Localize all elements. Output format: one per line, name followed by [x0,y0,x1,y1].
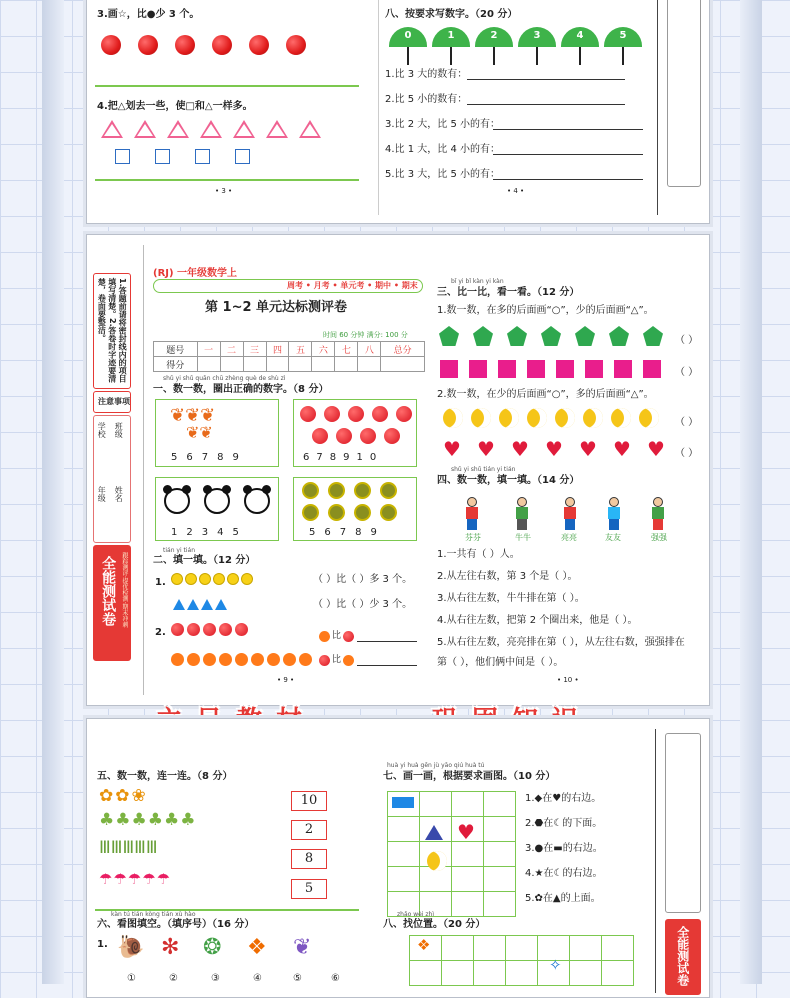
fill-item[interactable]: 3.从右往左数，牛牛排在第（ ）。 [437,593,585,604]
apple-icon [203,623,216,636]
blue-triangle-icon [173,599,185,610]
rabbit-icon: ❦ [293,935,312,960]
pentagon-icon [541,326,561,346]
circled-number: ③ [211,973,220,984]
orange-icon [187,653,200,666]
triangle-icon [200,120,222,138]
fox-icon: ❖ [417,936,431,954]
panda-icon [204,488,230,514]
answer-line[interactable] [493,154,643,155]
heart-icon: ♥ [579,437,597,461]
orange-icon [171,653,184,666]
triangle-icon [167,120,189,138]
pentagon-icon [439,326,459,346]
answer-item: 1.比 3 大的数有： [385,69,468,80]
answer-paren[interactable]: （ ） [675,367,699,378]
panda-icon [244,488,270,514]
apple-icon [384,428,400,444]
number-choices[interactable]: 678910 [303,452,384,463]
heart-icon: ♥ [443,437,461,461]
moon-icon [499,408,519,428]
pentagon-icon [575,326,595,346]
apple-icon [249,35,269,55]
umbrella-handle [450,47,452,65]
orange-icon [283,653,296,666]
draw-instruction: 4.★在☾的右边。 [525,868,603,879]
heart-icon: ♥ [613,437,631,461]
kid-name: 牛牛 [515,533,531,542]
pink-square-icon [527,360,545,378]
lemon-icon [302,504,319,521]
apple-icon [300,406,316,422]
moon-icon [639,408,659,428]
yellow-dot-icon [241,573,253,585]
heart-icon: ♥ [647,437,665,461]
spine [378,0,379,215]
question-6: 六、看图填空。（填序号）（16 分） [97,919,255,930]
compare-blank[interactable]: （ ）比（ ）多 3 个。 [313,574,413,585]
peapod-row: ⅢⅢⅢⅢⅢ [99,838,158,858]
pink-square-icon [498,360,516,378]
square-icon [235,149,250,164]
number-choices[interactable]: 56789 [171,452,248,463]
pentagon-icon [507,326,527,346]
umbrella-icon: 1 [432,27,470,47]
draw-instruction: 3.●在▬的右边。 [525,843,603,854]
umbrella-icon: 3 [518,27,556,47]
page-number: • 3 • [215,187,233,195]
fill-item[interactable]: 4.从右往左数，把第 2 个圈出来，他是（ ）。 [437,615,638,626]
side-tab-blank [665,733,701,913]
blue-triangle-icon [187,599,199,610]
position-grid[interactable] [409,935,634,986]
draw-instruction: 2.⬣在☾的下面。 [525,818,603,829]
yellow-dot-icon [185,573,197,585]
worksheet-pages-3-4 [86,0,710,224]
fill-item[interactable]: 1.一共有（ ）人。 [437,549,520,560]
lemon-icon [328,482,345,499]
answer-line[interactable] [357,665,417,666]
question-7: 七、画一画，根据要求画图。（10 分） [383,771,556,782]
apple-icon [212,35,232,55]
number-choices[interactable]: 12345 [171,527,248,538]
orange-icon [299,653,312,666]
snail-icon: 🐌 [117,935,145,960]
orange-icon [219,653,232,666]
answer-line[interactable] [493,129,643,130]
answer-item: 4.比 1 大，比 4 小的有： [385,144,500,155]
question-1: 一、数一数，圈出正确的数字。（8 分） [153,384,329,395]
apple-icon [219,623,232,636]
pinyin: zhǎo wèi zhì [397,911,434,918]
divider [95,179,359,181]
pink-square-icon [614,360,632,378]
pinyin: kàn tú tián kòng tián xù hào [111,911,196,918]
leaf-row: ♣♣♣♣♣♣ [99,810,197,830]
blue-triangle-icon [201,599,213,610]
circled-number: ④ [253,973,262,984]
kid-figure [649,497,667,531]
pentagon-icon [643,326,663,346]
flower-row: ✿✿❀ [99,786,148,806]
item-number: 1. [155,577,166,588]
orange-icon [343,655,354,666]
pink-square-icon [643,360,661,378]
orange-icon [319,631,330,642]
pinyin: bǐ yi bǐ kàn yi kàn [451,278,504,285]
apple-icon [324,406,340,422]
question-8: 八、按要求写数字。（20 分） [385,9,518,20]
kid-name: 友友 [605,533,621,542]
instruction: 2.数一数，在少的后面画“○”，多的后面画“△”。 [437,389,654,400]
apple-icon [360,428,376,444]
pink-square-icon [440,360,458,378]
binding-line [657,0,658,215]
draw-instruction: 5.✿在▲的上面。 [525,893,601,904]
moon-icon [471,408,491,428]
compare-word: 比 [332,655,342,665]
fill-item[interactable]: 2.从左往右数，第 3 个是（ ）。 [437,571,578,582]
yellow-dot-icon [199,573,211,585]
kid-figure [513,497,531,531]
question-5: 五、数一数，连一连。（8 分） [97,771,233,782]
orange-icon [267,653,280,666]
heart-icon: ♥ [511,437,529,461]
lemon-icon [380,504,397,521]
moon-icon [555,408,575,428]
answer-line[interactable] [493,179,643,180]
umbrella-icon: 5 [604,27,642,47]
heart-icon: ♥ [477,437,495,461]
triangle-icon [266,120,288,138]
time-score: 时间 60 分钟 满分: 100 分 [323,331,408,339]
field-name: 姓名 [114,486,124,502]
question-3: 三、比一比，看一看。（12 分） [437,287,580,298]
answer-paren[interactable]: （ ） [675,335,699,346]
umbrella-handle [407,47,409,65]
notes-title: 注意事项 [93,391,131,413]
butterfly-icon: ❦❦❦ [170,405,216,426]
square-icon [115,149,130,164]
worksheet-pages-11-12 [86,718,710,998]
fill-item[interactable]: 5.从右往左数，亮亮排在第（ ），从左往右数，强强排在 [437,637,685,648]
pinyin: tián yi tián [163,547,196,554]
blue-rectangle-icon [392,797,414,808]
kid-name: 亮亮 [561,533,577,542]
lemon-icon [380,482,397,499]
umbrella-handle [579,47,581,65]
panda-icon [164,488,190,514]
field-class: 班级 [114,422,124,438]
series-tag: (RJ) 一年级数学上 [153,268,238,279]
pinyin: huà yi huà gēn jù yāo qiú huà tú [387,762,485,769]
question-4: 四、数一数，填一填。（14 分） [437,475,580,486]
binding-line [655,729,656,993]
number-card[interactable]: 10 [291,791,327,811]
kid-figure [605,497,623,531]
pink-square-icon [556,360,574,378]
side-tab-blank [667,0,701,187]
apple-icon [312,428,328,444]
compare-word: 比 [332,631,342,641]
apple-icon [138,35,158,55]
umbrella-handle [493,47,495,65]
apple-icon [396,406,412,422]
answer-line[interactable] [467,79,625,80]
moon-icon [611,408,631,428]
binding-line [143,245,144,695]
dragonfly-icon: ✧ [549,956,562,974]
lemon-icon [328,504,345,521]
triangle-icon [233,120,255,138]
page-number: • 4 • [507,187,525,195]
score-table: 题号 一 二 三 四 五 六 七 八 总分 得分 [153,341,425,372]
answer-item: 2.比 5 小的数有： [385,94,468,105]
umbrella-handle [536,47,538,65]
moon-icon [427,851,447,871]
circled-number: ① [127,973,136,984]
crab-icon: ✻ [161,935,180,960]
yellow-dot-icon [171,573,183,585]
kid-name: 强强 [651,533,667,542]
square-icon [155,149,170,164]
fill-item[interactable]: 第（ ），他们俩中间是（ ）。 [437,657,564,668]
series-banner [153,279,423,293]
number-card[interactable]: 5 [291,879,327,899]
apple-icon [372,406,388,422]
number-choices[interactable]: 56789 [309,527,386,538]
moon-icon [527,408,547,428]
orange-icon [235,653,248,666]
mushroom-row: ☂☂☂☂☂ [99,870,172,888]
test-title: 第 1~2 单元达标测评卷 [205,300,348,315]
apple-icon [175,35,195,55]
triangle-icon [134,120,156,138]
apple-icon [187,623,200,636]
kid-figure [561,497,579,531]
umbrella-handle [622,47,624,65]
brand-panel: 全能测试卷 跟踪测评·提优检测·期末冲刺 [93,545,131,661]
apple-icon [286,35,306,55]
answer-paren[interactable]: （ ） [675,448,699,459]
divider [95,85,359,87]
triangle-icon [299,120,321,138]
series-line: 周考 • 月考 • 单元考 • 期中 • 期末 [287,281,418,290]
pinyin: shǔ yi shǔ tián yi tián [451,466,516,473]
umbrella-icon: 0 [389,27,427,47]
answer-line[interactable] [357,641,417,642]
circled-number: ⑤ [293,973,302,984]
apple-icon [348,406,364,422]
pentagon-icon [473,326,493,346]
kid-name: 芬芬 [465,533,481,542]
question-8: 八、找位置。（20 分） [383,919,486,930]
answer-item: 3.比 2 大，比 5 小的有： [385,119,500,130]
page-number: • 9 • [277,676,295,684]
kid-figure [463,497,481,531]
yellow-dot-icon [213,573,225,585]
lemon-icon [354,504,371,521]
triangle-icon [425,825,443,840]
pink-square-icon [469,360,487,378]
worksheet-pages-9-10 [86,234,710,706]
heart-icon: ♥ [545,437,563,461]
pink-square-icon [585,360,603,378]
pentagon-icon [609,326,629,346]
item-number: 2. [155,627,166,638]
question-3: 3.画☆，比●少 3 个。 [97,9,200,20]
apple-icon [343,631,354,642]
question-2: 二、填一填。（12 分） [153,555,256,566]
number-card[interactable]: 2 [291,820,327,840]
umbrella-icon: 2 [475,27,513,47]
answer-item: 5.比 3 大，比 5 小的有： [385,169,500,180]
moon-icon [443,408,463,428]
instruction: 1.数一数，在多的后面画“○”，少的后面画“△”。 [437,305,654,316]
answer-paren[interactable]: （ ） [675,417,699,428]
triangle-icon [101,120,123,138]
heart-icon: ♥ [457,820,475,844]
lemon-icon [302,482,319,499]
apple-icon [319,655,330,666]
apple-icon [171,623,184,636]
yellow-dot-icon [227,573,239,585]
pinyin: shǔ yi shǔ quān chū zhèng què de shù zì [163,375,286,382]
number-card[interactable]: 8 [291,849,327,869]
page-edge-left [42,0,64,984]
compare-blank[interactable]: （ ）比（ ）少 3 个。 [313,599,413,610]
blue-triangle-icon [215,599,227,610]
lemon-icon [354,482,371,499]
student-info-panel [93,415,131,543]
item-number: 1. [97,939,108,950]
orange-icon [203,653,216,666]
brand-panel: 全能测试卷 [665,919,701,995]
apple-icon [336,428,352,444]
apple-icon [235,623,248,636]
fox-icon: ❖ [247,935,267,960]
circled-number: ② [169,973,178,984]
moon-icon [583,408,603,428]
square-icon [195,149,210,164]
turtle-icon: ❂ [203,935,222,960]
draw-instruction: 1.◆在♥的右边。 [525,793,602,804]
orange-icon [251,653,264,666]
answer-line[interactable] [467,104,625,105]
question-4: 4.把△划去一些，使□和△一样多。 [97,101,253,112]
apple-icon [101,35,121,55]
page-edge-right [740,0,762,984]
notes-panel: 1.答题前请将密封线内的项目填写清楚。2.答卷时字迹要清楚，卷面要整洁。 [93,273,131,389]
field-grade: 年级 [97,486,107,502]
umbrella-icon: 4 [561,27,599,47]
drawing-grid[interactable] [387,791,516,917]
field-school: 学校 [97,422,107,438]
circled-number: ⑥ [331,973,340,984]
butterfly-icon: ❦❦ [186,423,213,442]
page-number: • 10 • [557,676,579,684]
